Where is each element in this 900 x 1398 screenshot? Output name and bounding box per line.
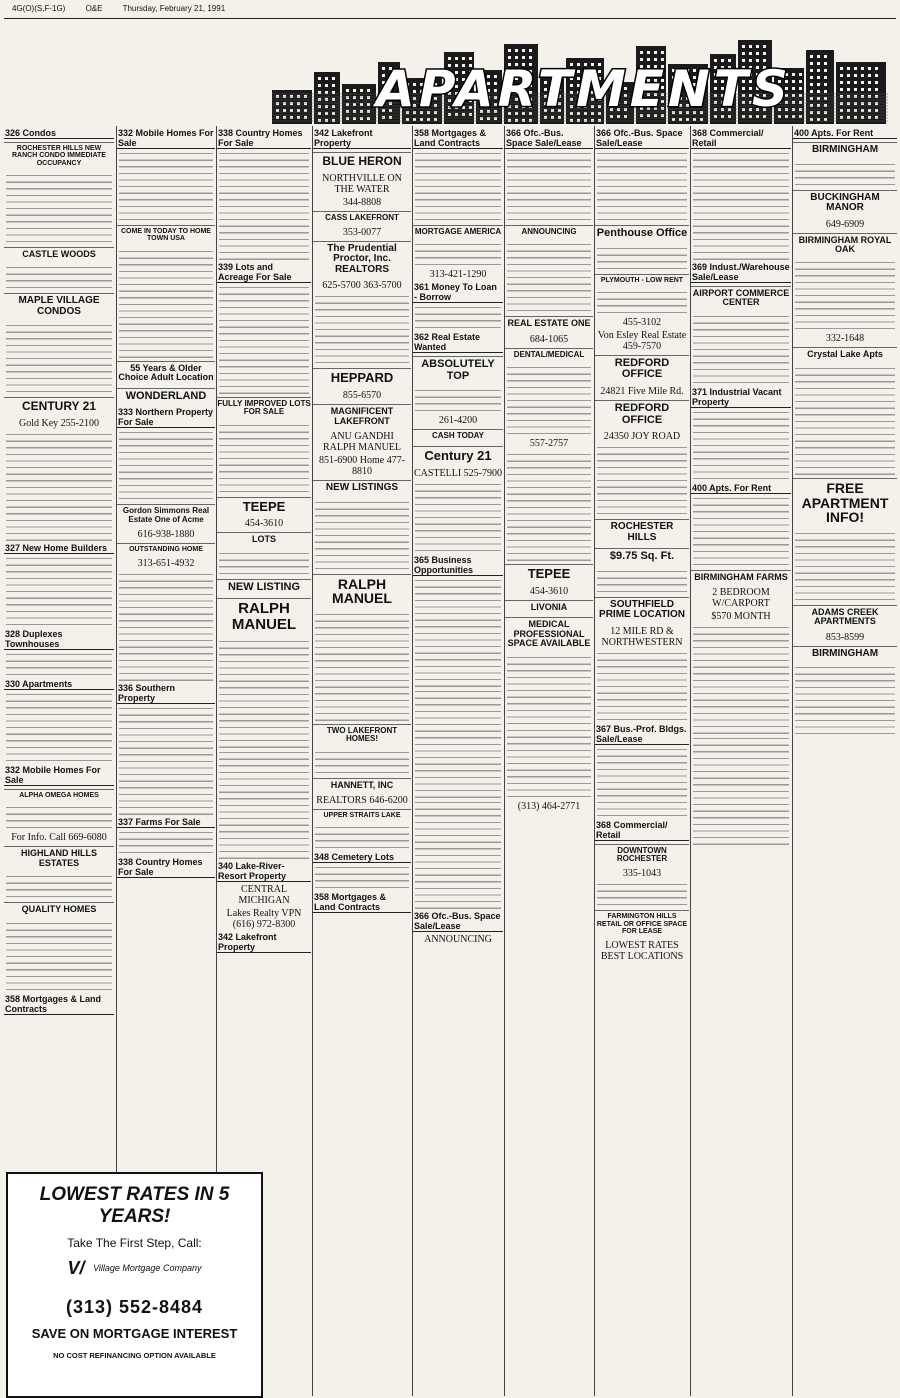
classified-text-block [597,289,687,315]
listing-detail: 313-651-4932 [137,558,195,570]
listing-headline: ADAMS CREEK APARTMENTS [793,605,897,629]
column-5 [412,126,503,1396]
listing-detail: 851-6900 Home 477-8810 [318,455,406,477]
skyline-window [810,55,813,58]
classified-text-block [219,638,309,748]
folio-code: 4G(O)(S,F-1G) [12,4,66,13]
skyline-window [824,118,827,121]
skyline-window [276,116,279,119]
classified-text-block [119,571,213,681]
listing-detail: ANU GANDHI RALPH MANUEL [322,431,402,453]
section-heading: 339 Lots and Acreage For Sale [217,262,311,283]
skyline-window [332,119,335,122]
listing-detail: 454-3610 [529,585,569,597]
classified-text-block [693,735,789,845]
skyline-window [817,118,820,121]
classified-text-block [219,422,309,494]
classified-text-block [119,829,213,855]
listing-detail: For Info. Call 669-6080 [11,832,107,844]
listing-detail: 261-4200 [438,415,478,427]
classified-text-block [415,387,501,413]
listing-headline: REDFORD OFFICE [595,400,689,428]
classified-text-block [415,150,501,222]
skyline-window [763,45,766,48]
listing-headline: LOTS [217,532,311,546]
classified-text-block [597,746,687,818]
classified-text-block [693,313,789,385]
listing-headline: MAGNIFICENT LAKEFRONT [313,404,411,428]
classified-text-block [6,431,112,541]
section-heading: 400 Apts. For Rent [691,483,791,494]
listing-detail: 12 MILE RD & NORTHWESTERN [601,625,683,648]
skyline-window [427,118,430,121]
listing-detail: 353-0077 [342,226,382,238]
listing-headline: FARMINGTON HILLS RETAIL OR OFFICE SPACE FOR LEASE [595,910,689,937]
listing-detail: (313) 464-2771 [517,800,581,812]
company-logo-icon: V/ [67,1258,85,1278]
section-heading: 366 Ofc.-Bus. Space Sale/Lease [505,128,593,149]
section-heading: 337 Farms For Sale [117,817,215,828]
listing-headline: REDFORD OFFICE [595,355,689,383]
listing-detail: 855-6570 [342,390,382,402]
listing-detail: 853-8599 [825,631,865,643]
promo-fineprint: NO COST REFINANCING OPTION AVAILABLE [53,1351,216,1360]
listing-headline: TEEPE [217,497,311,516]
classified-text-block [597,150,687,222]
listing-headline: TEPEE [505,564,593,583]
classified-text-block [315,864,409,890]
skyline-window [325,119,328,122]
section-heading: 338 Country Homes For Sale [217,128,311,149]
skyline-window [413,118,416,121]
listing-detail: 2 BEDROOM W/CARPORT [712,587,770,610]
section-heading: 368 Commercial/ Retail [595,820,689,841]
classified-text-block [6,804,112,830]
skyline-window [756,52,759,55]
skyline-window [584,119,587,122]
listing-detail: 332-1648 [825,333,865,345]
skyline-window [420,118,423,121]
listing-headline: PLYMOUTH - LOW RENT [595,274,689,286]
masthead-title: APARTMENTS [376,60,792,118]
listing-headline: Century 21 [413,446,503,465]
listing-headline: CASH TODAY [413,429,503,442]
classified-text-block [795,365,895,475]
listing-headline: The Prudential Proctor, Inc. REALTORS [313,241,411,278]
listing-headline: REAL ESTATE ONE [505,316,593,330]
listing-headline: ROCHESTER HILLS [595,519,689,545]
listing-headline: COME IN TODAY TO HOME TOWN USA [117,225,215,245]
listing-headline: HEPPARD [313,368,411,387]
classified-text-block [597,245,687,271]
column-7 [594,126,689,1396]
classified-text-block [315,611,409,721]
skyline-window [577,119,580,122]
listing-detail: 455-3102 [622,316,662,328]
skyline-window [529,56,532,59]
section-heading: 369 Indust./Warehouse Sale/Lease [692,262,790,282]
classified-text-block [507,364,591,436]
skyline-window [647,51,650,54]
classified-text-block [795,530,895,602]
skyline-window [810,118,813,121]
classified-text-block [415,688,501,798]
section-heading: 400 Apts. For Rent [793,128,897,139]
section-heading: 366 Ofc.-Bus. Space Sale/Lease [595,128,689,149]
skyline-window [693,118,696,121]
classified-text-block [119,248,213,358]
skyline-window [508,56,511,59]
skyline-window [508,119,511,122]
classified-text-block [415,481,501,553]
listing-headline: MEDICAL PROFESSIONAL SPACE AVAILABLE [505,617,593,650]
listing-detail: LOWEST RATES BEST LOCATIONS [600,940,684,963]
section-heading: 330 Apartments [4,679,114,690]
classified-page [4,2,896,1396]
section-heading: 368 Commercial/ Retail [691,128,791,149]
listing-detail: 557-2757 [529,438,569,450]
listing-headline: BUCKINGHAM MANOR [793,190,897,216]
promo-phone[interactable]: (313) 552-8484 [65,1297,204,1317]
folio-line [12,4,243,13]
listing-detail: $570 MONTH [711,611,771,623]
listing-headline: TWO LAKEFRONT HOMES! [313,724,411,746]
listing-detail: Von Esley Real Estate 459-7570 [597,329,687,352]
listing-detail: 616-938-1880 [137,528,195,540]
skyline-window [406,118,409,121]
skyline-window [276,95,279,98]
classified-text-block [597,444,687,516]
listing-headline: BIRMINGHAM ROYAL OAK [793,233,897,257]
listing-headline: BLUE HERON [313,152,411,170]
skyline-window [529,49,532,52]
listing-headline: Crystal Lake Apts [793,347,897,361]
skyline-window [276,109,279,112]
classified-text-block [6,322,112,394]
listing-detail: NORTHVILLE ON THE WATER [322,172,402,195]
skyline-window [515,49,518,52]
listing-detail: CENTRAL MICHIGAN [238,883,290,906]
listing-headline: ROCHESTER HILLS NEW RANCH CONDO IMMEDIATE OCCUPANCY [4,142,114,169]
skyline-window [817,55,820,58]
section-heading: 332 Mobile Homes For Sale [118,128,214,148]
skyline-window [661,51,664,54]
skyline-window [824,55,827,58]
classified-text-block [6,555,112,627]
promo-save: SAVE ON MORTGAGE INTEREST [31,1326,238,1341]
classified-text-block [693,150,789,260]
mortgage-promo-ad [6,1172,263,1398]
listing-headline: RALPH MANUEL [313,574,411,608]
classified-text-block [415,577,501,687]
classified-text-block [315,499,409,571]
classified-text-block [119,429,213,501]
listing-headline: LIVONIA [505,600,593,614]
listing-headline: ABSOLUTELY TOP [413,356,503,384]
listing-headline: BIRMINGHAM [793,142,897,158]
classified-text-block [693,624,789,734]
listing-headline: ANNOUNCING [505,225,593,238]
listing-headline: FULLY IMPROVED LOTS FOR SALE [217,397,311,419]
classified-text-block [6,264,112,290]
listing-detail: 684-1065 [529,333,569,345]
section-heading: 342 Lakefront Property [313,128,411,149]
listing-headline: ALPHA OMEGA HOMES [4,789,114,801]
classified-text-block [597,881,687,907]
listing-detail: 24821 Five Mile Rd. [600,385,684,397]
column-1 [4,126,114,1166]
classified-text-block [693,409,789,481]
listing-headline: UPPER STRAITS LAKE [313,809,411,821]
section-heading: 333 Northern Property For Sale [118,407,214,428]
listing-headline: HANNETT, INC [313,778,411,792]
skyline-window [522,56,525,59]
section-heading: 367 Bus.-Prof. Bldgs. Sale/Lease [595,724,689,745]
classified-text-block [219,550,309,576]
issue-date: Thursday, February 21, 1991 [122,4,226,13]
section-heading: 326 Condos [4,128,114,139]
classified-text-block [219,150,309,260]
classified-text-block [315,749,409,775]
skyline-window [515,119,518,122]
listing-headline: AIRPORT COMMERCE CENTER [691,286,791,310]
classified-text-block [6,691,112,763]
classified-text-block [507,654,591,726]
skyline-window [529,119,532,122]
skyline-window [749,52,752,55]
skyline-window [598,119,601,122]
classified-text-block [415,304,501,330]
listing-headline: HIGHLAND HILLS ESTATES [4,846,114,870]
skyline-window [522,119,525,122]
skyline-window [686,118,689,121]
section-heading: 342 Lakefront Property [217,932,311,953]
classified-text-block [6,651,112,677]
classified-text-block [6,873,112,899]
listing-detail: Lakes Realty VPN (616) 972-8300 [226,907,302,930]
classified-text-block [219,749,309,859]
classified-text-block [507,241,591,313]
listing-detail: CASTELLI 525-7900 [413,467,503,479]
section-heading: 358 Mortgages & Land Contracts [313,892,411,913]
listing-headline: DENTAL/MEDICAL [505,348,593,361]
listing-headline: CENTURY 21 [4,397,114,415]
classified-text-block [795,259,895,331]
skyline-window [276,102,279,105]
listing-headline: FREE APARTMENT INFO! [793,478,897,527]
column-6 [504,126,593,1396]
section-heading: 332 Mobile Homes For Sale [4,765,114,786]
section-heading: 358 Mortgages & Land Contracts [4,994,114,1015]
classified-text-block [415,241,501,267]
skyline-window [742,45,745,48]
classified-text-block [507,451,591,561]
classified-text-block [415,799,501,909]
column-4 [312,126,411,1396]
classified-text-block [693,495,789,567]
listing-headline: Gordon Simmons Real Estate One of Acme [117,504,215,526]
section-heading: 338 Country Homes For Sale [117,857,215,878]
column-9 [792,126,897,1396]
listing-headline: MAPLE VILLAGE CONDOS [4,293,114,319]
promo-company-name: Village Mortgage Company [93,1262,202,1273]
section-heading: 336 Southern Property [117,683,215,704]
promo-subline: Take The First Step, Call: [67,1236,202,1250]
classified-text-block [597,650,687,722]
section-name: O&E [85,4,103,13]
classified-text-block [6,920,112,992]
listing-headline: NEW LISTING [217,579,311,596]
section-heading: 328 Duplexes Townhouses [4,629,114,650]
skyline-window [508,49,511,52]
skyline-window [749,45,752,48]
column-8 [690,126,791,1396]
section-heading: 327 New Home Builders [4,543,114,554]
promo-company [8,1258,261,1279]
top-rule [4,18,896,19]
listing-headline: WONDERLAND [117,388,215,405]
section-heading: 362 Real Estate Wanted [413,332,503,353]
listing-detail: ANNOUNCING [424,933,492,945]
listing-headline: RALPH MANUEL [217,598,311,635]
listing-headline: BIRMINGHAM FARMS [691,570,791,584]
classified-text-block [507,727,591,799]
classified-text-block [315,824,409,850]
section-heading: 371 Industrial Vacant Property [691,387,791,408]
classified-text-block [119,150,213,222]
listing-headline: Penthouse Office [595,225,689,242]
classified-text-block [597,568,687,594]
listing-headline: $9.75 Sq. Ft. [595,548,689,565]
skyline-window [654,51,657,54]
section-heading: 358 Mortgages & Land Contracts [413,128,503,149]
skyline-window [570,119,573,122]
classified-text-block [6,172,112,244]
skyline-window [742,52,745,55]
listing-headline: BIRMINGHAM [793,646,897,662]
skyline-window [591,119,594,122]
skyline-window [672,118,675,121]
classified-text-block [795,161,895,187]
listing-headline: OUTSTANDING HOME [117,543,215,555]
classified-text-block [219,284,309,394]
listing-detail: 344-8808 [342,196,382,208]
skyline-window [756,45,759,48]
listing-detail: Gold Key 255-2100 [19,418,99,430]
listing-headline: NEW LISTINGS [313,480,411,496]
listing-headline: SOUTHFIELD PRIME LOCATION [595,597,689,623]
listing-detail: 625-5700 363-5700 [322,280,402,292]
section-heading: 348 Cemetery Lots [313,852,411,863]
classified-text-block [795,664,895,736]
listing-headline: CASS LAKEFRONT [313,211,411,224]
classified-text-block [119,705,213,815]
classified-text-block [315,293,409,365]
section-heading: 361 Money To Loan - Borrow [413,282,503,303]
listing-detail: REALTORS 646-6200 [316,795,408,807]
promo-headline: LOWEST RATES IN 5 YEARS! [39,1184,230,1227]
skyline-window [318,119,321,122]
skyline-window [515,56,518,59]
listing-headline: CASTLE WOODS [4,247,114,261]
listing-headline: MORTGAGE AMERICA [413,225,503,238]
skyline-window [763,52,766,55]
listing-headline: DOWNTOWN ROCHESTER [595,844,689,866]
listing-detail: 649-6909 [825,218,865,230]
section-heading: 365 Business Opportunities [413,555,503,576]
section-heading: 366 Ofc.-Bus. Space Sale/Lease [413,911,503,932]
listing-headline: 55 Years & Older Choice Adult Location [117,361,215,385]
skyline-window [700,118,703,121]
classified-text-block [507,150,591,222]
skyline-window [434,118,437,121]
skyline-window [640,51,643,54]
listing-detail: 454-3610 [244,518,284,530]
listing-detail: 24350 JOY ROAD [603,431,681,443]
skyline-window [522,49,525,52]
listing-headline: QUALITY HOMES [4,902,114,916]
masthead [272,32,888,124]
listing-detail: 313-421-1290 [429,269,487,281]
listing-detail: 335-1043 [622,868,662,880]
skyline-window [679,118,682,121]
section-heading: 340 Lake-River-Resort Property [217,861,311,882]
